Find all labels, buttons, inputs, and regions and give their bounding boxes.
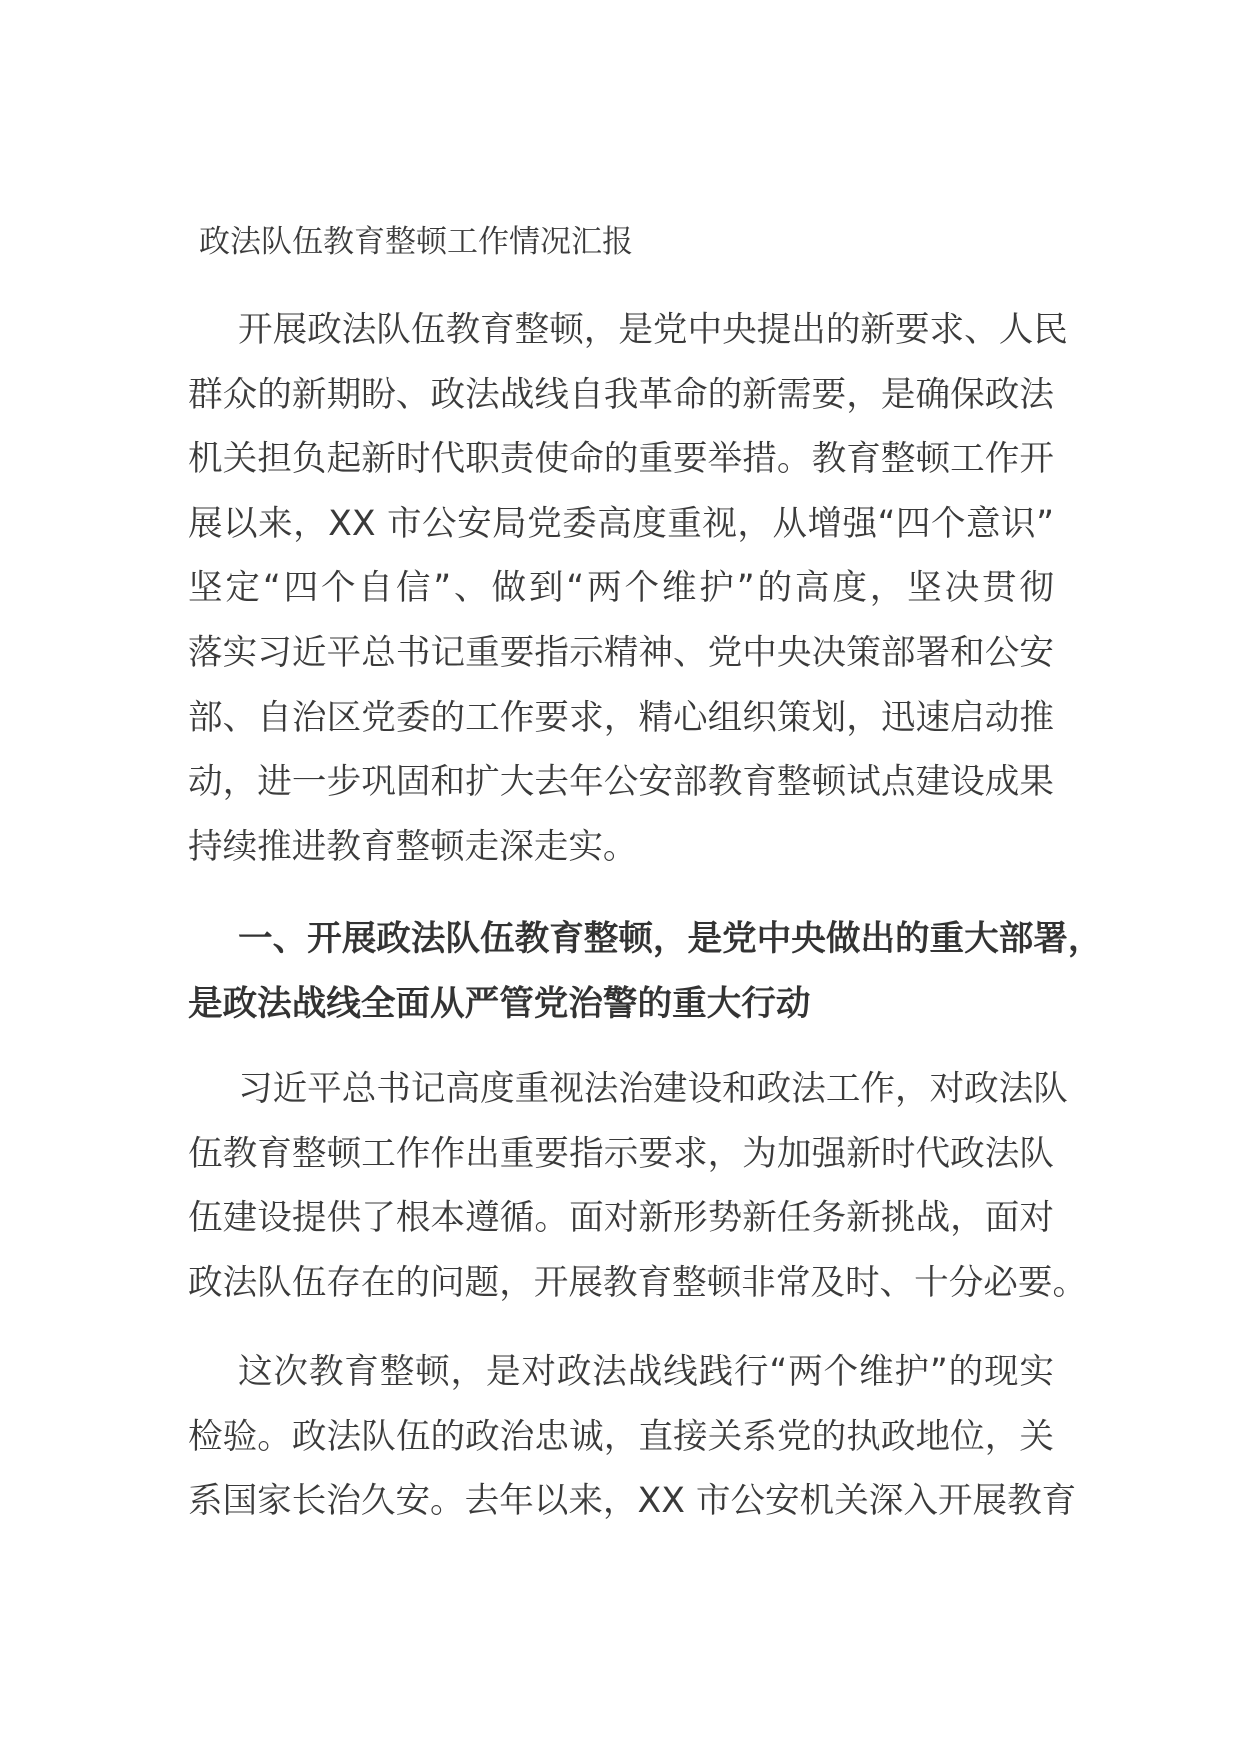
text-line: 机关担负起新时代职责使命的重要举措。教育整顿工作开: [188, 439, 1054, 480]
document-title: 政法队伍教育整顿工作情况汇报: [199, 224, 633, 260]
text-line: 习近平总书记高度重视法治建设和政法工作，对政法队: [238, 1069, 1068, 1109]
text-line: 动，进一步巩固和扩大去年公安部教育整顿试点建设成果: [188, 762, 1054, 803]
text-line: 群众的新期盼、政法战线自我革命的新需要，是确保政法: [188, 374, 1054, 415]
paragraph-2: [188, 1057, 1088, 1315]
text-line: 持续推进教育整顿走深走实。: [188, 826, 638, 867]
text-line: 政法队伍存在的问题，开展教育整顿非常及时、十分必要。: [188, 1262, 1088, 1303]
text-line: 坚定“四个自信”、做到“两个维护”的高度，坚决贯彻: [188, 568, 1054, 609]
text-line: 部、自治区党委的工作要求，精心组织策划，迅速启动推: [188, 697, 1054, 738]
section-heading-1: [188, 907, 1103, 1036]
text-line: 系国家长治久安。去年以来，XX 市公安机关深入开展教育: [188, 1481, 1077, 1522]
text-line: 检验。政法队伍的政治忠诚，直接关系党的执政地位，关: [188, 1416, 1054, 1457]
heading-line: 一、开展政法队伍教育整顿，是党中央做出的重大部署，: [238, 919, 1103, 959]
paragraph-intro: [188, 298, 1068, 879]
paragraph-3: [188, 1340, 1077, 1534]
heading-line: 是政法战线全面从严管党治警的重大行动: [188, 983, 811, 1024]
text-line: 这次教育整顿，是对政法战线践行“两个维护”的现实: [238, 1352, 1054, 1392]
text-line: 落实习近平总书记重要指示精神、党中央决策部署和公安: [188, 632, 1054, 673]
text-line: 伍建设提供了根本遵循。面对新形势新任务新挑战，面对: [188, 1198, 1054, 1239]
text-line: 展以来，XX 市公安局党委高度重视，从增强“四个意识”: [188, 503, 1054, 544]
text-line: 伍教育整顿工作作出重要指示要求，为加强新时代政法队: [188, 1133, 1054, 1174]
text-line: 开展政法队伍教育整顿，是党中央提出的新要求、人民: [238, 310, 1068, 350]
